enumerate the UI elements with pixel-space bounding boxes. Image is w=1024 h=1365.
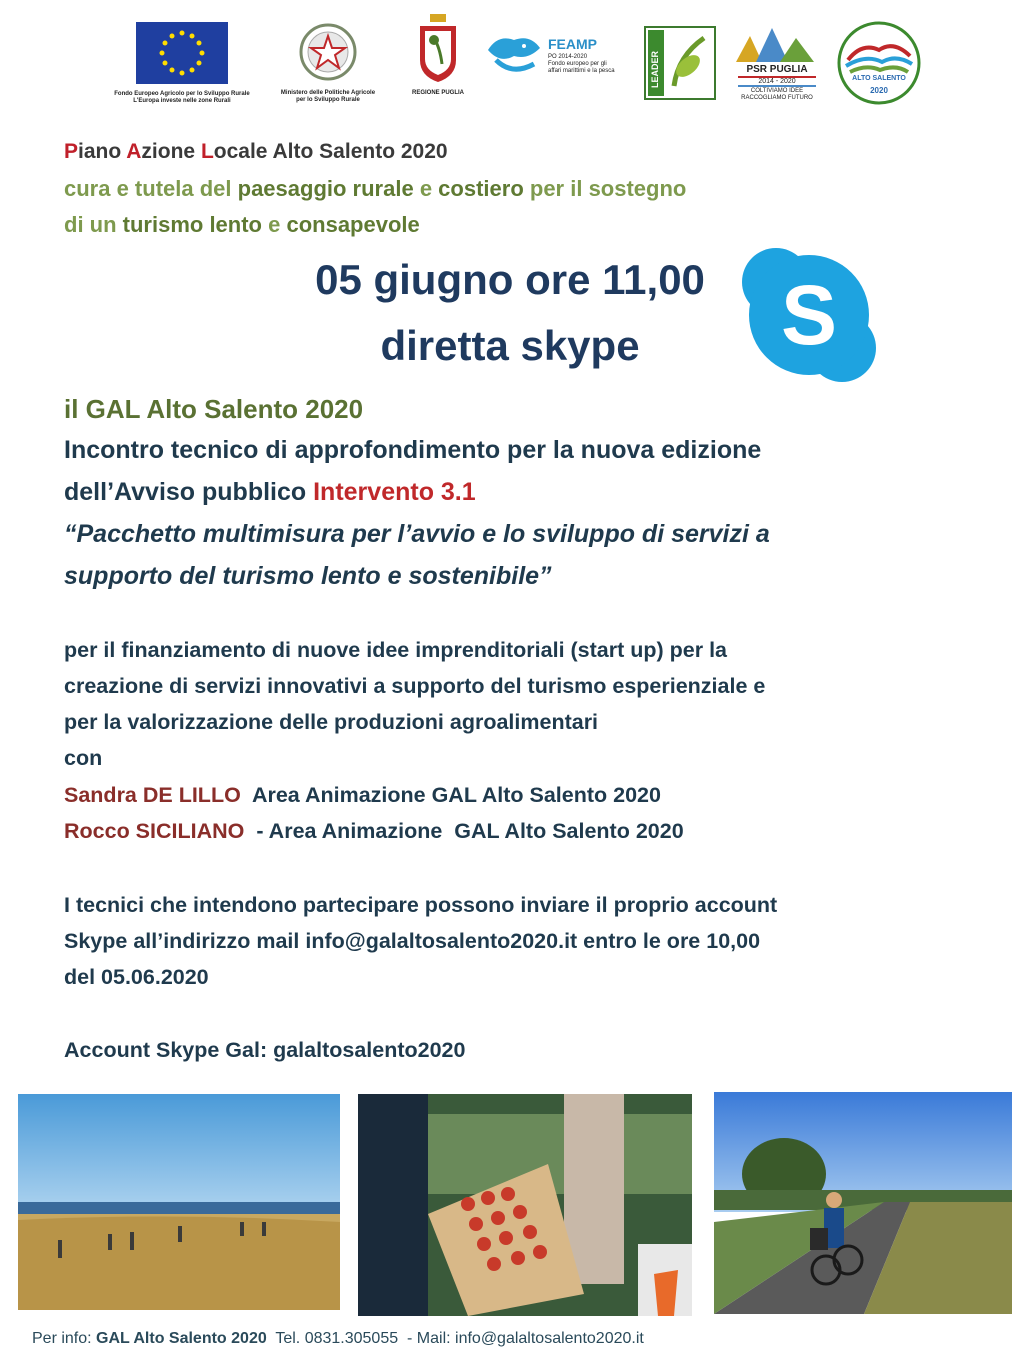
alto-name: ALTO SALENTO: [852, 75, 906, 82]
meeting-line-1: Incontro tecnico di approfondimento per la nuova edizione: [64, 436, 762, 464]
subtitle-line-1: cura e tutela del paesaggio rurale e costiero per il sostegno: [64, 176, 687, 201]
leader-label: LEADER: [650, 50, 660, 88]
alto-salento-logo: [836, 20, 926, 111]
pal-title: Piano Azione Locale Alto Salento 2020: [64, 140, 448, 163]
purpose-line-2: creazione di servizi innovativi a supporto del turismo esperienziale e: [64, 674, 766, 698]
feamp-title: FEAMP: [548, 36, 597, 52]
speaker-2-name: Rocco SICILIANO: [64, 819, 245, 843]
eu-flag-icon: [136, 22, 228, 84]
instructions-line-3: del 05.06.2020: [64, 965, 209, 989]
emblem-icon: [297, 20, 359, 84]
meeting-line-2: dell’Avviso pubblico Intervento 3.1: [64, 478, 476, 506]
speaker-1: [64, 783, 661, 808]
gal-heading: il GAL Alto Salento 2020: [64, 394, 364, 424]
quote-line-1: “Pacchetto multimisura per l’avvio e lo sviluppo di servizi a: [64, 520, 770, 548]
photo-food-tasting: [358, 1094, 692, 1316]
photo-coastal-walk: [18, 1094, 340, 1310]
event-mode: diretta skype: [380, 322, 640, 369]
speaker-2: [64, 819, 684, 844]
footer-info: Per info: GAL Alto Salento 2020 Tel. 0831.305055 - Mail: info@galaltosalento2020.it: [32, 1330, 644, 1347]
psr-logo: [732, 24, 822, 102]
eu-logo: [96, 18, 268, 105]
instructions-line-1: I tecnici che intendono partecipare possono inviare il proprio account: [64, 893, 778, 917]
skype-icon: [738, 244, 880, 386]
skype-account: Account Skype Gal: galaltosalento2020: [64, 1038, 466, 1062]
psr-years: 2014 - 2020: [738, 76, 816, 87]
region-shield-icon: [416, 14, 460, 84]
speaker-1-name: Sandra DE LILLO: [64, 783, 241, 807]
with-label: con: [64, 746, 103, 770]
intervention-label: Intervento 3.1: [313, 478, 476, 506]
footer-org: GAL Alto Salento 2020: [96, 1330, 267, 1347]
psr-title: PSR PUGLIA: [746, 64, 808, 75]
subtitle-line-2: di un turismo lento e consapevole: [64, 212, 420, 237]
purpose-line-3: per la valorizzazione delle produzioni agroalimentari: [64, 710, 599, 734]
footer-contacts: Tel. 0831.305055 - Mail: info@galaltosalento2020.it: [266, 1330, 644, 1347]
event-date: 05 giugno ore 11,00: [315, 256, 705, 303]
ministry-logo: [266, 18, 390, 104]
eu-caption: Fondo Europeo Agricolo per lo Sviluppo Rurale L'Europa investe nelle zone Rurali: [114, 91, 250, 104]
purpose-line-1: per il finanziamento di nuove idee imprenditoriali (start up) per la: [64, 638, 728, 662]
leader-logo: [644, 26, 718, 105]
photo-cycling: [714, 1092, 1012, 1314]
speaker-1-role: Area Animazione GAL Alto Salento 2020: [240, 783, 661, 807]
psr-caption: COLTIVIAMO IDEE RACCOGLIAMO FUTURO: [741, 88, 813, 101]
psr-icon: [732, 24, 818, 64]
region-caption: REGIONE PUGLIA: [411, 90, 464, 96]
instructions-line-2: Skype all’indirizzo mail info@galaltosalento2020.it entro le ore 10,00: [64, 929, 761, 953]
region-logo: [400, 14, 476, 97]
skype-letter: S: [780, 268, 838, 362]
ministry-caption: Ministero delle Politiche Agricole per lo Sviluppo Rurale: [280, 90, 376, 103]
quote-line-2: supporto del turismo lento e sostenibile”: [64, 562, 552, 590]
speaker-2-role: - Area Animazione GAL Alto Salento 2020: [244, 819, 684, 843]
feamp-caption: PO 2014-2020 Fondo europeo per gli affari marittimi e la pesca: [548, 54, 615, 74]
fish-hand-icon: [484, 30, 544, 82]
alto-year: 2020: [870, 86, 888, 95]
